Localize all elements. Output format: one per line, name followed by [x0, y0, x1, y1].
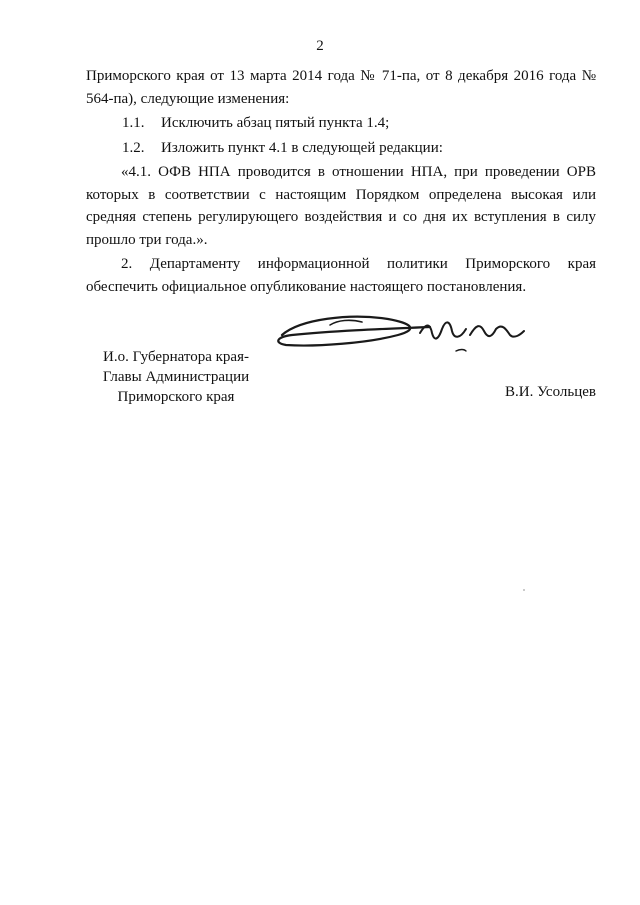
- quoted-clause-4-1: «4.1. ОФВ НПА проводится в отношении НПА, при проведении ОРВ которых в соответствии с настоящим Порядком определена высокая или средняя степень регулирующего воздействия и со дня их вступления в силу прошло три года.».: [86, 164, 596, 248]
- paragraph-2: 2. Департаменту информационной политики Приморского края обеспечить официальное опубликование настоящего постановления.: [86, 256, 596, 295]
- scan-speck: [523, 589, 525, 591]
- list-item-number: 1.2.: [122, 139, 145, 156]
- list-item-1-2: [86, 137, 596, 160]
- list-item-text: Исключить абзац пятый пункта 1.4;: [161, 115, 390, 131]
- list-item-number: 1.1.: [122, 115, 145, 131]
- intro-paragraph: Приморского края от 13 марта 2014 года № 71-па, от 8 декабря 2016 года № 564-па), следующие изменения:: [86, 68, 596, 107]
- list-item-1-1: [86, 112, 596, 135]
- signatory-title: [86, 347, 266, 407]
- page-number: 2: [316, 38, 324, 54]
- signatory-title-line: Приморского края: [117, 389, 235, 405]
- signatory-name: В.И. Усольцев: [505, 384, 596, 400]
- handwritten-signature: [270, 305, 530, 365]
- signatory-title-line: Главы Администрации: [102, 369, 250, 385]
- signatory-title-line: И.о. Губернатора края-: [103, 349, 249, 365]
- list-item-text: Изложить пункт 4.1 в следующей редакции:: [161, 139, 443, 156]
- document-body: [86, 65, 596, 298]
